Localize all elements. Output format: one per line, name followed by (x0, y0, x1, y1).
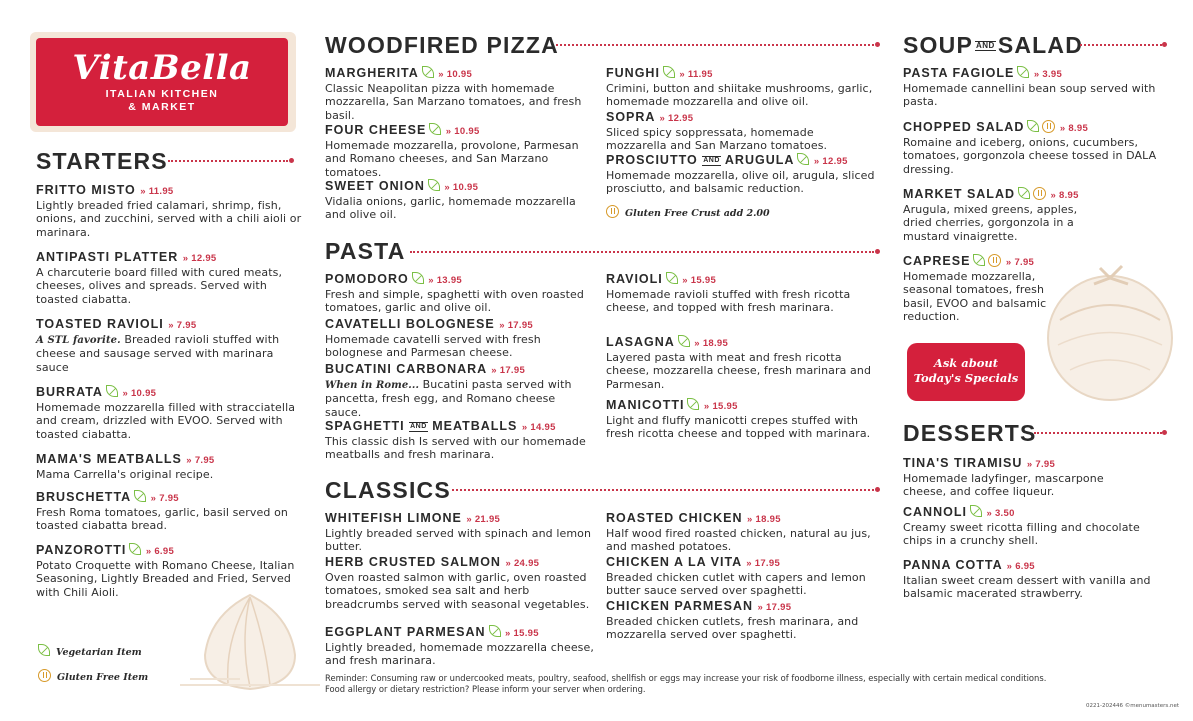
item-price: » 10.95 (438, 69, 473, 80)
menu-item-sopra (606, 110, 876, 153)
item-name: BUCATINI CARBONARA (325, 362, 487, 376)
gluten-free-icon (1033, 187, 1046, 200)
item-description: Breaded chicken cutlet with capers and lemon butter sauce served over spaghetti. (606, 571, 866, 598)
item-name: HERB CRUSTED SALMON (325, 555, 501, 569)
item-price: » 12.95 (659, 113, 694, 124)
divider-cap (1162, 42, 1167, 47)
desserts-heading: DESSERTS (903, 420, 1037, 446)
menu-item-manicotti (606, 398, 876, 441)
menu-item-four-cheese (325, 123, 595, 179)
item-description: Homemade cavatelli served with fresh bolognese and Parmesan cheese. (325, 333, 541, 360)
item-description: Romaine and iceberg, onions, cucumbers, tomatoes, gorgonzola cheese tossed in DALA dressing. (903, 136, 1157, 176)
item-description: Fresh Roma tomatoes, garlic, basil served on toasted ciabatta bread. (36, 506, 288, 533)
leaf-icon (973, 254, 985, 266)
item-price: » 6.95 (145, 546, 175, 557)
gf-crust-label: Gluten Free Crust add 2.00 (625, 208, 770, 219)
credit-line: 0221-202446 ©menumasters.net (1086, 703, 1179, 709)
menu-item-pasta-fagiole (903, 66, 1173, 109)
menu-item-panna-cotta (903, 558, 1173, 601)
item-price: » 12.95 (813, 156, 848, 167)
item-price: » 7.95 (1026, 459, 1056, 470)
menu-item-market-salad (903, 187, 1173, 243)
item-price: » 15.95 (505, 628, 539, 639)
leaf-icon (134, 490, 146, 502)
item-description: Arugula, mixed greens, apples, dried cherries, gorgonzola in a mustard vinaigrette. (903, 203, 1078, 243)
item-name: MANICOTTI (606, 398, 685, 412)
item-price: » 3.50 (986, 508, 1015, 519)
item-price: » 7.95 (186, 455, 215, 466)
item-name: BRUSCHETTA (36, 490, 132, 504)
item-name: PASTA FAGIOLE (903, 66, 1015, 80)
item-description: Homemade mozzarella, seasonal tomatoes, fresh basil, EVOO and balsamic reduction. (903, 270, 1047, 324)
item-name: FRITTO MISTO (36, 183, 136, 197)
item-description: Breaded ravioli stuffed with cheese and sausage served with marinara sauce (36, 333, 280, 374)
footer-line-2: Food allergy or dietary restriction? Please inform your server when ordering. (325, 684, 646, 694)
item-name: CANNOLI (903, 505, 967, 519)
leaf-icon (666, 272, 678, 284)
soup-salad-heading (903, 32, 1083, 58)
menu-item-prosciutto-arugula (606, 153, 876, 196)
garlic-illustration (180, 585, 320, 695)
item-description: Homemade mozzarella filled with stracciatella and cream, drizzled with EVOO. Served with toasted ciabatta. (36, 401, 296, 441)
menu-item-panzorotti (36, 543, 306, 599)
menu-item-whitefish-limone (325, 511, 595, 554)
item-price: » 3.95 (1033, 69, 1063, 80)
legend-gf-label: Gluten Free Item (57, 672, 149, 683)
leaf-icon (970, 505, 982, 517)
item-name-b: MEATBALLS (432, 419, 518, 433)
menu-item-mamas-meatballs (36, 452, 306, 481)
divider (410, 251, 874, 253)
item-price: » 17.95 (491, 365, 526, 376)
item-price: » 17.95 (746, 558, 781, 569)
item-price: » 14.95 (521, 422, 556, 433)
item-name-and: AND (410, 423, 427, 430)
item-description: Bucatini pasta served with pancetta, fresh egg, and Romano cheese sauce. (325, 378, 572, 419)
item-description: Lightly breaded served with spinach and lemon butter. (325, 527, 592, 554)
menu-item-caprese (903, 254, 1173, 324)
item-name: MARGHERITA (325, 66, 419, 80)
item-name: PANNA COTTA (903, 558, 1003, 572)
item-price: » 7.95 (1005, 257, 1035, 268)
item-description: Homemade cannellini bean soup served with pasta. (903, 82, 1156, 109)
leaf-icon (678, 335, 690, 347)
item-price: » 10.95 (122, 388, 157, 399)
item-price: » 15.95 (703, 401, 738, 412)
footer-disclaimer (325, 673, 1125, 695)
item-price: » 6.95 (1006, 561, 1035, 572)
item-price: » 10.95 (444, 182, 479, 193)
divider-cap (875, 42, 880, 47)
item-name: CAVATELLI BOLOGNESE (325, 317, 495, 331)
item-name: CHICKEN A LA VITA (606, 555, 742, 569)
item-price: » 17.95 (499, 320, 533, 331)
pasta-heading: PASTA (325, 238, 406, 264)
item-name: CHOPPED SALAD (903, 120, 1025, 134)
item-name: CAPRESE (903, 254, 971, 268)
item-name-and: AND (703, 157, 720, 164)
item-name: MARKET SALAD (903, 187, 1015, 201)
item-price: » 15.95 (682, 275, 717, 286)
item-note: When in Rome... (325, 380, 420, 391)
item-description: Italian sweet cream dessert with vanilla and balsamic macerated strawberry. (903, 574, 1151, 601)
item-price: » 21.95 (466, 514, 501, 525)
menu-item-toasted-ravioli (36, 317, 306, 374)
item-description: Vidalia onions, garlic, homemade mozzarella and olive oil. (325, 195, 576, 222)
item-name: SWEET ONION (325, 179, 425, 193)
leaf-icon (429, 123, 441, 135)
divider (168, 160, 288, 162)
brand-logo (30, 32, 296, 132)
gluten-free-icon (38, 669, 51, 682)
item-name: SOPRA (606, 110, 655, 124)
classics-heading: CLASSICS (325, 477, 451, 503)
starters-heading: STARTERS (36, 148, 168, 174)
brand-tagline-1: ITALIAN KITCHEN (105, 88, 219, 100)
item-description: Layered pasta with meat and fresh ricotta cheese, mozzarella cheese, fresh marinara and Parmesan. (606, 351, 872, 391)
item-description: Potato Croquette with Romano Cheese, Italian Seasoning, Lightly Breaded and Fried, Served with Chili Aioli. (36, 559, 295, 599)
item-description: Sliced spicy soppressata, homemade mozzarella and San Marzano tomatoes. (606, 126, 828, 153)
item-price: » 17.95 (757, 602, 792, 613)
leaf-icon (1018, 187, 1030, 199)
divider (1080, 44, 1162, 46)
item-description: Homemade ladyfinger, mascarpone cheese, and coffee liqueur. (903, 472, 1104, 499)
item-name: FOUR CHEESE (325, 123, 427, 137)
menu-item-lasagna (606, 335, 876, 391)
gluten-free-crust-note (606, 205, 770, 219)
item-name: TOASTED RAVIOLI (36, 317, 164, 331)
leaf-icon (106, 385, 118, 397)
item-name: FUNGHI (606, 66, 660, 80)
item-name: RAVIOLI (606, 272, 663, 286)
item-name: PANZOROTTI (36, 543, 127, 557)
menu-item-herb-crusted-salmon (325, 555, 595, 611)
menu-item-roasted-chicken (606, 511, 876, 554)
item-note: A STL favorite. (36, 335, 121, 346)
menu-item-tinas-tiramisu (903, 456, 1173, 499)
item-description: Fresh and simple, spaghetti with oven roasted tomatoes, garlic and olive oil. (325, 288, 584, 315)
item-name: ANTIPASTI PLATTER (36, 250, 179, 264)
item-price: » 11.95 (140, 186, 174, 197)
item-price: » 8.95 (1059, 123, 1089, 134)
item-description: Homemade ravioli stuffed with fresh ricotta cheese, and topped with fresh marinara. (606, 288, 851, 315)
item-price: » 18.95 (694, 338, 729, 349)
item-name: MAMA'S MEATBALLS (36, 452, 182, 466)
item-description: Oven roasted salmon with garlic, oven roasted tomatoes, smoked sea salt and herb breadcrumbs served with seasonal vegetables. (325, 571, 590, 611)
item-description: A charcuterie board filled with cured meats, cheeses, olives and spreads. Served with toasted ciabatta. (36, 266, 283, 306)
item-description: Light and fluffy manicotti crepes stuffed with fresh ricotta cheese and topped with marinara. (606, 414, 871, 441)
item-name: ROASTED CHICKEN (606, 511, 743, 525)
item-description: Creamy sweet ricotta filling and chocolate chips in a crunchy shell. (903, 521, 1140, 548)
menu-item-burrata (36, 385, 306, 441)
pizza-heading: WOODFIRED PIZZA (325, 32, 559, 58)
menu-item-cannoli (903, 505, 1173, 548)
divider-cap (875, 249, 880, 254)
item-name: PROSCIUTTO (606, 153, 698, 167)
menu-item-bucatini-carbonara (325, 362, 595, 419)
divider (1034, 432, 1162, 434)
menu-item-chopped-salad (903, 120, 1173, 176)
leaf-icon (1027, 120, 1039, 132)
leaf-icon (489, 625, 501, 637)
gluten-free-icon (606, 205, 619, 218)
item-description: Mama Carrella's original recipe. (36, 468, 214, 481)
item-price: » 8.95 (1050, 190, 1079, 201)
gluten-free-icon (1042, 120, 1055, 133)
item-price: » 12.95 (182, 253, 217, 264)
specials-badge (907, 343, 1025, 401)
footer-line-1: Reminder: Consuming raw or undercooked meats, poultry, seafood, shellfish or eggs may increase your risk of foodborne illness, especially with certain medical conditions. (325, 673, 1047, 683)
menu-item-fritto-misto (36, 183, 306, 239)
item-description: Homemade mozzarella, olive oil, arugula, sliced prosciutto, and balsamic reduction. (606, 169, 875, 196)
specials-line-2: Today's Specials (913, 371, 1019, 385)
legend-vegetarian (38, 644, 142, 658)
menu-item-funghi (606, 66, 876, 109)
item-name: POMODORO (325, 272, 409, 286)
divider (452, 489, 874, 491)
leaf-icon (1017, 66, 1029, 78)
menu-item-chicken-parmesan (606, 599, 876, 642)
menu-item-chicken-a-la-vita (606, 555, 876, 598)
divider-cap (875, 487, 880, 492)
item-name: BURRATA (36, 385, 103, 399)
item-description: Breaded chicken cutlets, fresh marinara, and mozzarella served over spaghetti. (606, 615, 859, 642)
item-name: TINA'S TIRAMISU (903, 456, 1023, 470)
leaf-icon (129, 543, 141, 555)
and-word: AND (975, 41, 995, 50)
item-description: Classic Neapolitan pizza with homemade mozzarella, San Marzano tomatoes, and fresh basil. (325, 82, 582, 122)
item-name: EGGPLANT PARMESAN (325, 625, 486, 639)
menu-item-eggplant-parmesan (325, 625, 595, 668)
divider-cap (289, 158, 294, 163)
leaf-icon (797, 153, 809, 165)
divider-cap (1162, 430, 1167, 435)
leaf-icon (38, 644, 50, 656)
item-description: Half wood fired roasted chicken, natural au jus, and mashed potatoes. (606, 527, 871, 554)
brand-tagline-2: & MARKET (128, 101, 196, 113)
item-price: » 11.95 (679, 69, 713, 80)
salad-word: SALAD (997, 32, 1084, 58)
menu-item-antipasti-platter (36, 250, 306, 306)
item-price: » 10.95 (445, 126, 480, 137)
legend-veg-label: Vegetarian Item (56, 647, 142, 658)
divider (556, 44, 874, 46)
menu-item-bruschetta (36, 490, 306, 533)
item-name: SPAGHETTI (325, 419, 405, 433)
menu-item-margherita (325, 66, 595, 122)
leaf-icon (663, 66, 675, 78)
menu-item-pomodoro (325, 272, 595, 315)
leaf-icon (428, 179, 440, 191)
leaf-icon (422, 66, 434, 78)
item-description: This classic dish Is served with our homemade meatballs and fresh marinara. (325, 435, 586, 462)
item-description: Crimini, button and shiitake mushrooms, garlic, homemade mozzarella and olive oil. (606, 82, 873, 109)
legend-gluten-free (38, 669, 148, 683)
menu-item-sweet-onion (325, 179, 595, 222)
item-price: » 13.95 (428, 275, 462, 286)
item-price: » 24.95 (505, 558, 540, 569)
item-description: Lightly breaded, homemade mozzarella cheese, and fresh marinara. (325, 641, 594, 668)
menu-item-spaghetti-meatballs (325, 419, 595, 462)
menu-item-cavatelli-bolognese (325, 317, 595, 360)
item-name-b: ARUGULA (724, 153, 795, 167)
menu-item-ravioli (606, 272, 876, 315)
leaf-icon (412, 272, 424, 284)
soup-word: SOUP (903, 32, 973, 58)
item-name: LASAGNA (606, 335, 675, 349)
specials-line-1: Ask about (933, 356, 999, 370)
item-description: Lightly breaded fried calamari, shrimp, fish, onions, and zucchini, served with a chili aioli or marinara. (36, 199, 302, 239)
item-price: » 7.95 (150, 493, 179, 504)
item-description: Homemade mozzarella, provolone, Parmesan and Romano cheeses, and San Marzano tomatoes. (325, 139, 579, 179)
item-name: WHITEFISH LIMONE (325, 511, 462, 525)
leaf-icon (687, 398, 699, 410)
item-name: CHICKEN PARMESAN (606, 599, 754, 613)
item-price: » 7.95 (168, 320, 197, 331)
brand-name: VitaBella (72, 48, 252, 88)
gluten-free-icon (988, 254, 1001, 267)
item-price: » 18.95 (747, 514, 781, 525)
